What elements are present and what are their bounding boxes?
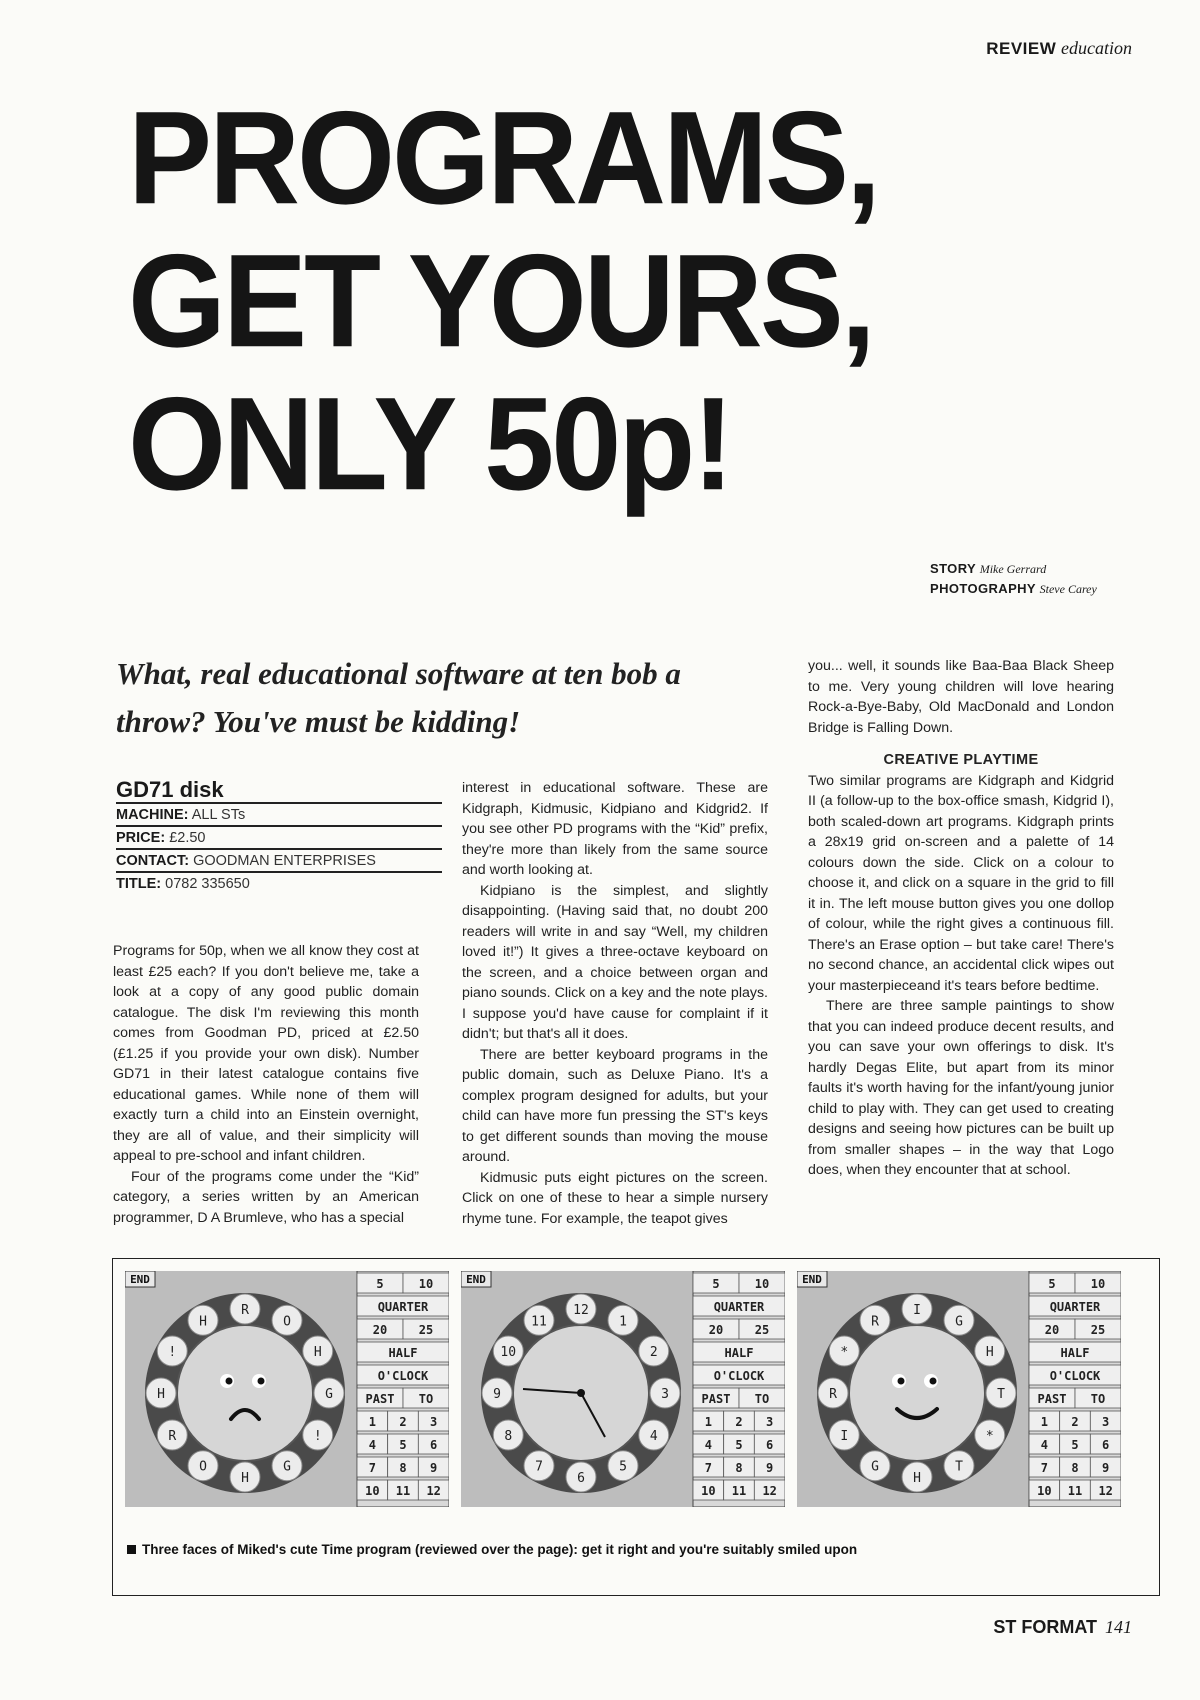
word-panel-text: QUARTER [377, 1300, 429, 1314]
ring-marker-label: R [168, 1429, 177, 1444]
word-panel-text: 10 [365, 1484, 380, 1498]
info-row-machine [116, 802, 442, 825]
word-panel-text: 12 [426, 1484, 441, 1498]
ring-marker-label: R [871, 1314, 879, 1330]
word-panel-text: 10 [1090, 1277, 1106, 1291]
paragraph: There are three sample paintings to show that you can indeed produce decent results, and you can save your own offerings to disk. It's hardly Degas Elite, but apart from its minor faults it's worth having for the infant/young junior child to play with. They can get used to creating designs and seeing how pictures can be built up from smaller shapes – in the way that Logo does, when they encounter that at school. [808, 998, 1114, 1178]
word-panel-text: 9 [1102, 1461, 1110, 1475]
section-label: REVIEW [986, 39, 1057, 58]
face-pupil-left [226, 1378, 233, 1385]
word-panel-text: 6 [1102, 1438, 1110, 1452]
info-label: CONTACT: [116, 853, 190, 869]
word-panel-text: 5 [1048, 1277, 1056, 1291]
info-value: 0782 335650 [165, 876, 250, 892]
ring-marker-label: O [283, 1314, 291, 1330]
credits [930, 559, 1097, 599]
ring-marker-label: R [241, 1303, 249, 1318]
info-label: PRICE: [116, 830, 166, 846]
story-name: Mike Gerrard [979, 562, 1047, 576]
word-panel-text: 12 [762, 1484, 777, 1498]
word-panel-text: 8 [399, 1461, 407, 1475]
magazine-name: ST FORMAT [993, 1617, 1097, 1637]
word-panel-text: PAST [701, 1392, 731, 1406]
word-panel-text: 2 [1071, 1415, 1079, 1429]
word-panel-text: 12 [1098, 1484, 1113, 1498]
word-panel-text: 10 [754, 1277, 770, 1291]
ring-marker-label: G [955, 1314, 963, 1330]
paragraph: you... well, it sounds like Baa-Baa Black Sheep to me. Very young children will love hearing Rock-a-Bye-Baby, Old MacDonald and London Bridge is Falling Down. [808, 658, 1114, 736]
word-panel-text: 6 [430, 1438, 438, 1452]
end-button-label: END [802, 1273, 822, 1286]
word-panel-text: TO [754, 1392, 770, 1406]
ring-marker-label: 9 [493, 1387, 501, 1402]
ring-marker-label: T [955, 1459, 963, 1475]
screenshot-clock [461, 1271, 785, 1507]
paragraph: There are better keyboard programs in the public domain, such as Deluxe Piano. It's a complex program designed for adults, but your child can have more fun pressing the ST's keys to get different sounds than moving the mouse around. [462, 1046, 768, 1165]
screenshot-happy-face [797, 1271, 1121, 1507]
word-panel-text: HALF [724, 1346, 754, 1360]
paragraph: interest in educational software. These are Kidgraph, Kidmusic, Kidpiano and Kidgrid2. If you see other PD programs with the “Kid” prefix, they're more than likely from the same source and worth looking at. [462, 780, 768, 878]
word-panel-text: 20 [1044, 1323, 1060, 1337]
ring-marker-label: 4 [649, 1429, 658, 1444]
paragraph: Two similar programs are Kidgraph and Kidgrid II (a follow-up to the box-office smash, Kidgrid I), both scaled-down art programs. Kidgraph prints a 28x19 grid on-screen and a palette of 14 colours down the side. Click on a colour to choose it, and click on a square in the grid to fill it in. The left mouse button gives you one dollop of colour, while the right gives a continuous fill. There's an Erase option – but take care! There's no second chance, an accidental click wipes out your masterpieceand it's tears before bedtime. [808, 772, 1114, 994]
ring-marker-label: 11 [531, 1314, 547, 1330]
info-row-title [116, 871, 442, 894]
end-button-label: END [130, 1273, 150, 1286]
ring-marker-label: T [997, 1387, 1005, 1402]
caption-bullet-icon [127, 1545, 136, 1554]
ring-marker-label: ! [313, 1429, 322, 1444]
word-panel-text: PAST [365, 1392, 395, 1406]
ring-marker-label: H [157, 1387, 165, 1402]
word-panel-text: HALF [1060, 1346, 1090, 1360]
word-panel-text: 10 [418, 1277, 434, 1291]
word-panel-text: 2 [399, 1415, 407, 1429]
ring-marker-label: * [840, 1345, 849, 1360]
section-tag [986, 38, 1132, 59]
word-panel-text: 11 [1067, 1484, 1083, 1498]
ring-marker-label: I [913, 1303, 921, 1318]
word-panel-text: 25 [754, 1323, 770, 1337]
ring-marker-label: 2 [649, 1345, 658, 1360]
headline-line-2: GET YOURS, [128, 226, 873, 375]
word-panel-text: QUARTER [1049, 1300, 1101, 1314]
standfirst: What, real educational software at ten bob a throw? You've must be kidding! [116, 656, 681, 739]
word-panel-text: QUARTER [713, 1300, 765, 1314]
word-panel-text: O'CLOCK [713, 1369, 765, 1383]
word-panel-text: 20 [708, 1323, 724, 1337]
story-label: STORY [930, 561, 977, 576]
word-panel-text: 5 [1071, 1438, 1079, 1452]
ring-marker-label: 10 [500, 1345, 517, 1360]
end-button-label: END [466, 1273, 486, 1286]
word-panel-text: 3 [430, 1415, 438, 1429]
ring-marker-label: 5 [619, 1459, 627, 1475]
headline-line-1: PROGRAMS, [128, 83, 879, 232]
word-panel-text: TO [1090, 1392, 1106, 1406]
word-panel-text: 3 [766, 1415, 774, 1429]
word-panel-text: PAST [1037, 1392, 1067, 1406]
paragraph: Four of the programs come under the “Kid” category, a series written by an American programmer, D A Brumleve, who has a special [113, 1168, 419, 1226]
info-value: ALL STs [191, 807, 246, 823]
info-label: MACHINE: [116, 807, 189, 823]
word-panel-text: 1 [368, 1415, 376, 1429]
word-panel-text: 7 [368, 1461, 376, 1475]
word-panel-text: 5 [735, 1438, 743, 1452]
ring-marker-label: O [199, 1459, 207, 1475]
ring-marker-label: 6 [577, 1471, 585, 1486]
info-value: GOODMAN ENTERPRISES [193, 853, 376, 869]
ring-marker-label: 7 [535, 1459, 543, 1475]
clock-center [577, 1389, 585, 1397]
word-panel-text: O'CLOCK [377, 1369, 429, 1383]
word-panel-text: 1 [1040, 1415, 1048, 1429]
info-row-price [116, 825, 442, 848]
info-value: £2.50 [169, 830, 206, 846]
ring-marker-label: * [985, 1429, 994, 1444]
word-panel-text: 25 [1090, 1323, 1106, 1337]
ring-marker-label: H [913, 1471, 921, 1486]
paragraph: Kidpiano is the simplest, and slightly disappointing. (Having said that, no doubt 200 readers will write in and say “Well, my children loved it!”) It gives a three-octave keyboard on the screen, and a choice between organ and piano sounds. Click on a key and the note plays. I suppose you'd have cause for complaint if it didn't; but that's all it does. [462, 882, 768, 1042]
ring-marker-label: 8 [504, 1429, 513, 1444]
info-label: TITLE: [116, 876, 162, 892]
word-panel-text: 7 [1040, 1461, 1048, 1475]
info-box [116, 778, 442, 894]
paragraph: Programs for 50p, when we all know they cost at least £25 each? If you don't believe me, take a look at a copy of any good public domain catalogue. The disk I'm reviewing this month comes from Goodman PD, priced at £2.50 (£1.25 if you provide your own disk). Number GD71 in their latest catalogue contains five educational games. While none of them will exactly turn a child into an Einstein overnight, they are all of value, and their simplicity will appeal to pre-school and infant children. [113, 943, 419, 1164]
word-panel-text: 6 [766, 1438, 774, 1452]
ring-marker-label: H [985, 1345, 994, 1360]
word-panel-text: 5 [712, 1277, 720, 1291]
body-column-1 [113, 941, 419, 1228]
word-panel-text: 25 [418, 1323, 434, 1337]
ring-marker-label: 3 [661, 1387, 669, 1402]
screenshot-sad-face [125, 1271, 449, 1507]
info-row-contact [116, 848, 442, 871]
word-panel-text: 8 [735, 1461, 743, 1475]
body-column-3 [808, 656, 1114, 1181]
face-pupil-right [930, 1378, 937, 1385]
word-panel-text: 5 [376, 1277, 384, 1291]
word-panel-text: O'CLOCK [1049, 1369, 1101, 1383]
caption-text: Three faces of Miked's cute Time program (reviewed over the page): get it right and you're suitably smiled upon [142, 1542, 858, 1557]
word-panel-text: 4 [368, 1438, 376, 1452]
photography-name: Steve Carey [1039, 582, 1097, 596]
ring-marker-label: 12 [573, 1303, 589, 1318]
face-pupil-left [898, 1378, 905, 1385]
word-panel-text: 20 [372, 1323, 388, 1337]
word-panel-text: 10 [1037, 1484, 1052, 1498]
word-panel-text: 11 [731, 1484, 747, 1498]
ring-marker-label: ! [168, 1345, 177, 1360]
word-panel-text: 4 [1040, 1438, 1048, 1452]
word-panel-text: 11 [395, 1484, 411, 1498]
word-panel-text: 7 [704, 1461, 712, 1475]
ring-marker-label: 1 [619, 1314, 627, 1330]
page-number: 141 [1105, 1617, 1132, 1637]
word-panel-text: 8 [1071, 1461, 1079, 1475]
word-panel-text: 9 [430, 1461, 438, 1475]
info-box-title: GD71 disk [116, 777, 224, 802]
ring-marker-label: H [199, 1314, 207, 1330]
clock-face [849, 1325, 985, 1461]
body-column-2 [462, 778, 768, 1229]
ring-marker-label: G [283, 1459, 291, 1475]
ring-marker-label: I [840, 1429, 849, 1444]
clock-face [177, 1325, 313, 1461]
word-panel-text: 5 [399, 1438, 407, 1452]
word-panel-text: 9 [766, 1461, 774, 1475]
paragraph: Kidmusic puts eight pictures on the screen. Click on one of these to hear a simple nursery rhyme tune. For example, the teapot gives [462, 1169, 768, 1227]
ring-marker-label: H [313, 1345, 322, 1360]
headline-line-3: ONLY 50p! [128, 369, 732, 518]
page-footer [993, 1617, 1132, 1638]
word-panel-text: 1 [704, 1415, 712, 1429]
word-panel-text: 4 [704, 1438, 712, 1452]
photography-label: PHOTOGRAPHY [930, 581, 1037, 596]
ring-marker-label: H [241, 1471, 249, 1486]
word-panel-text: 3 [1102, 1415, 1110, 1429]
face-pupil-right [258, 1378, 265, 1385]
word-panel-text: 10 [701, 1484, 716, 1498]
ring-marker-label: R [829, 1387, 837, 1402]
ring-marker-label: G [325, 1387, 333, 1402]
word-panel-text: HALF [388, 1346, 418, 1360]
figure-caption [127, 1542, 857, 1557]
subheading: CREATIVE PLAYTIME [883, 752, 1039, 768]
figure-box [112, 1258, 1160, 1596]
subsection-label: education [1061, 38, 1132, 58]
word-panel-text: TO [418, 1392, 434, 1406]
word-panel-text: 2 [735, 1415, 743, 1429]
ring-marker-label: G [871, 1459, 879, 1475]
